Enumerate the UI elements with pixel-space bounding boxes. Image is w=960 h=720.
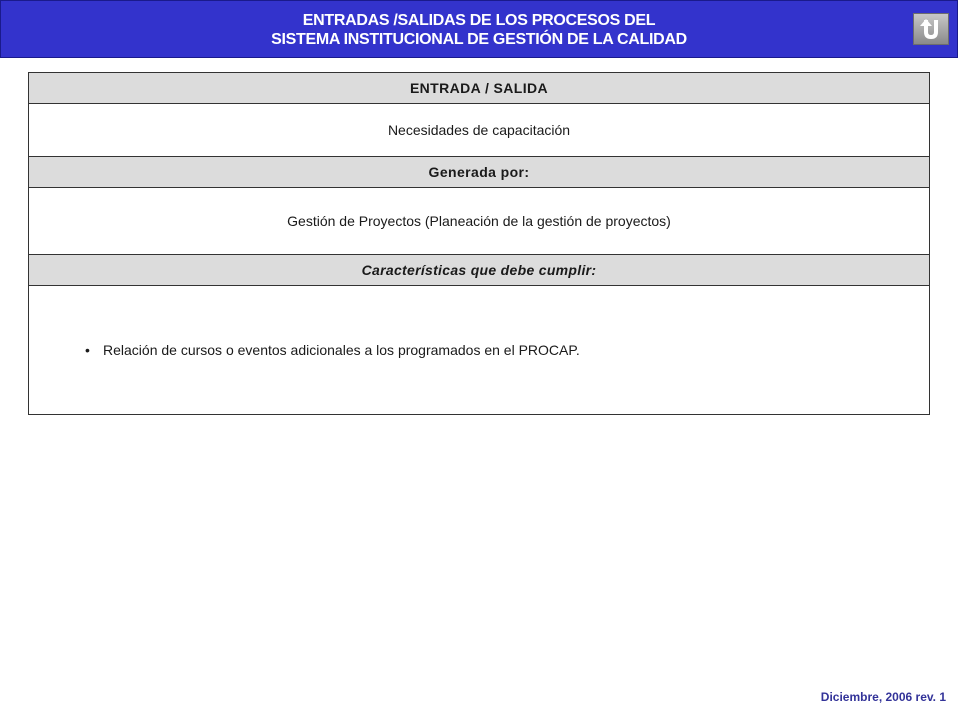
- entrada-salida-label: ENTRADA / SALIDA: [409, 80, 549, 96]
- generada-por-row: [29, 188, 929, 255]
- entrada-salida-header: [29, 73, 929, 104]
- footer-date-revision: Diciembre, 2006 rev. 1: [820, 690, 946, 704]
- entrada-salida-row: [29, 104, 929, 157]
- page-title: [1, 11, 957, 49]
- caracteristicas-header: [29, 255, 929, 286]
- page-title-line-1: ENTRADAS /SALIDAS DE LOS PROCESOS DEL: [302, 12, 656, 29]
- u-turn-back-icon: [918, 17, 944, 41]
- generada-por-label: Generada por:: [428, 164, 530, 180]
- generada-por-value: Gestión de Proyectos (Planeación de la gestión de proyectos): [287, 213, 671, 229]
- caracteristicas-row: [29, 286, 929, 414]
- page-title-line-2: SISTEMA INSTITUCIONAL DE GESTIÓN DE LA CALIDAD: [271, 31, 687, 48]
- entrada-salida-value: Necesidades de capacitación: [387, 122, 571, 138]
- back-button[interactable]: [913, 13, 949, 45]
- header-banner: [0, 0, 958, 58]
- bullet-glyph: •: [85, 342, 90, 358]
- caracteristicas-list: [29, 342, 580, 358]
- generada-por-header: [29, 157, 929, 188]
- list-item: [85, 342, 580, 358]
- caracteristicas-label: Características que debe cumplir:: [361, 262, 597, 278]
- list-item-text: Relación de cursos o eventos adicionales a los programados en el PROCAP.: [103, 342, 580, 358]
- entrada-salida-table: [28, 72, 930, 415]
